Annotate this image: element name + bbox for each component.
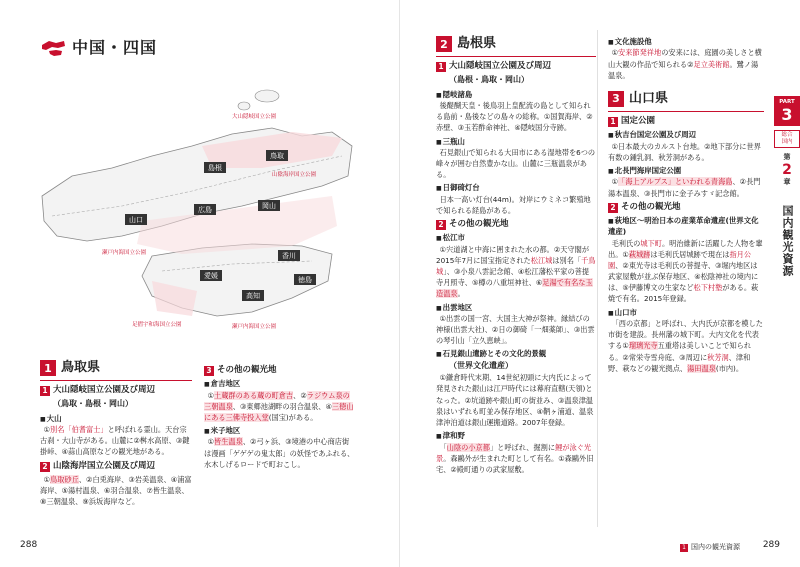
hagi-area: ■ 萩地区～明治日本の産業革命遺産(世界文化遺産) [608, 215, 764, 238]
tsuwano-area: ■ 津和野 [436, 430, 596, 441]
highlight: 安来節発祥地 [618, 48, 662, 58]
sanbe-text: 石見銀山で知られる大田市にある湿地帯を6つの峰々が囲む自然豊かな山。山麓に三瓶温泉がある。 [436, 147, 596, 180]
text-span: の安来には、庭園の美しさと横山大観の作品で知られる② [608, 48, 762, 69]
map-label-yamaguchi: 山口 [129, 216, 143, 224]
tottori-s2-title: 山陰海岸国立公園及び周辺 [53, 460, 156, 471]
yamaguchi-city-area: ■ 山口市 [608, 307, 764, 318]
highlight: 土蔵群のある蔵の町倉吉 [214, 390, 294, 400]
highlight: 足湯で有名な玉造温泉 [436, 278, 593, 299]
highlight: 萩城跡 [628, 249, 651, 259]
tottori-other-number: 3 [204, 366, 214, 376]
text-span: 。 [457, 289, 465, 299]
footer-section-tag [680, 542, 740, 553]
map-label-shimane: 島根 [208, 164, 222, 172]
text-span: は毛利氏居城跡で現在は [650, 249, 730, 259]
text-span: 。森鷗外が生まれた町として有名。①森鷗外旧宅、②殿町通りの武家屋敷。 [436, 453, 594, 474]
right-page-number: 289 [762, 540, 780, 551]
shimane-number: 2 [436, 36, 452, 52]
iwami-area: ■ 石見銀山遺跡とその文化的景観 [436, 348, 596, 359]
part-tab [774, 96, 800, 126]
highlight: 秋芳洞 [707, 352, 729, 362]
region-map-icon [40, 39, 66, 57]
map-label-hiroshima: 広島 [198, 206, 212, 214]
text-span: 五重塔は美しいことで知られる。②常栄寺雪舟庭、③周辺に [608, 341, 752, 362]
chapter-vertical-title: 国内観光資源 [781, 205, 794, 277]
highlight: 千鳥城 [436, 255, 596, 277]
map-label-park-daisen: 大山隠岐国立公園 [232, 114, 277, 120]
yamaguchi-number: 3 [608, 91, 624, 107]
text-span: ① [207, 437, 215, 447]
part-subtab-1: 総合 [781, 132, 793, 138]
text-span: 。鷺ノ湯温泉。 [608, 59, 759, 80]
right-column [608, 34, 764, 374]
akiyoshidai-area: ■ 秋吉台国定公園及び周辺 [608, 129, 764, 140]
shimane-section [436, 34, 596, 475]
part-number: 3 [781, 104, 793, 124]
map-label-park-ashizuri: 足摺宇和海国立公園 [132, 322, 182, 328]
part-label: PART [779, 99, 795, 105]
map-label-park-setonaikai-2: 瀬戸内海国立公園 [232, 324, 277, 330]
map-label-kochi: 高知 [246, 292, 260, 300]
kurayoshi-area: ■ 倉吉地区 [204, 378, 356, 389]
tottori-s1-text [40, 424, 192, 457]
hinomisaki-area: ■ 日御碕灯台 [436, 182, 596, 193]
text-span: 毛利氏の [611, 238, 641, 248]
text-span: ① [43, 425, 51, 435]
map-label-tokushima: 徳島 [298, 276, 312, 284]
iwami-area-sub: （世界文化遺産） [449, 360, 513, 370]
chapter-label [780, 152, 794, 188]
yamaguchi-s2-title: その他の観光地 [621, 201, 681, 212]
yamaguchi-heading [608, 89, 764, 112]
highlight: 足立美術館 [693, 59, 730, 69]
tottori-s1-number: 1 [40, 386, 50, 396]
shimane-s1-subtitle: （島根・鳥取・岡山） [449, 75, 529, 85]
tottori-section [40, 358, 192, 507]
matsue-area: ■ 松江市 [436, 232, 596, 243]
oki-text: 後醍醐天皇・後鳥羽上皇配流の島として知られる島前・島後などの島々の総称。①国賀海岸、②赤壁、③玉若酢命神社、④隠岐国分寺跡。 [436, 101, 593, 133]
region-title-text: 中国・四国 [72, 38, 158, 57]
text-span: 、②白兎海岸、③岩美温泉、④浦富海岸、⑤湯村温泉、⑥羽合温泉、⑦皆生温泉、⑧三朝温泉、⑨浜坂海岸など。 [40, 474, 192, 506]
tottori-s2-text [40, 474, 192, 507]
footer-tag-text: 国内の観光資源 [691, 543, 740, 552]
tottori-title: 鳥取県 [61, 360, 101, 375]
text-span: ①宍道湖と中海に囲まれた水の都。②天守閣が2015年7月に国宝指定された [436, 244, 590, 265]
shimane-s2-heading [436, 219, 596, 230]
map-label-park-sanin: 山陰海岸国立公園 [272, 172, 317, 178]
highlight: 瑠璃光寺 [628, 341, 658, 351]
right-page [400, 0, 800, 567]
highlight: 城下町 [640, 238, 662, 248]
text-span: 「西の京都」と呼ばれ、大内氏が京都を模した市街を建設。長州藩の城下町。大内文化を代表する① [608, 319, 763, 351]
tottori-s1-title: 大山隠岐国立公園及び周辺 [53, 385, 156, 396]
text-span: 、②東光寺は毛利氏の菩提寺、③堀内地区は武家屋敷が並ぶ保存地区、④松陰神社の境内には、⑤伊藤博文の生家など [608, 260, 759, 293]
shimane-title: 島根県 [457, 36, 497, 51]
culture-text [608, 47, 764, 80]
kurayoshi-text [204, 390, 356, 423]
hinomisaki-text: 日本一高い灯台(44m)。対岸にウミネコ繁殖地で知られる経島がある。 [436, 194, 591, 216]
map-label-ehime: 愛媛 [204, 272, 218, 280]
text-span: ① [611, 48, 619, 58]
part-subtab [774, 130, 800, 148]
tottori-number: 1 [40, 360, 56, 376]
tottori-s1-area: ■ 大山 [40, 413, 192, 424]
text-span: は別名「 [552, 255, 582, 265]
highlight: 「海上アルプス」といわれる青海島 [618, 177, 733, 187]
text-span: 、③東郷池湖畔の羽合温泉、④ [232, 401, 332, 411]
text-span: 」、③小泉八雲記念館、④松江藩松平家の菩提寺月照寺、⑤樽の八重垣神社、⑥ [436, 267, 590, 288]
map-label-tottori: 鳥取 [270, 152, 284, 160]
yamaguchi-s2-number: 2 [608, 203, 618, 213]
text-span: (市内)。 [715, 363, 744, 373]
hagi-text [608, 238, 764, 305]
text-span: ① [611, 177, 619, 187]
akiyoshidai-text: ①日本最大のカルスト台地。②地下部分に世界有数の鍾乳洞、秋芳洞がある。 [608, 141, 761, 162]
tottori-other-title: その他の観光地 [217, 365, 277, 375]
footer-tag-number: 1 [680, 544, 688, 552]
yamaguchi-s1-number: 1 [608, 117, 618, 127]
text-span: などの観光地がある。 [96, 447, 169, 457]
tottori-heading [40, 358, 192, 381]
highlight: 湯田温泉 [687, 363, 716, 373]
chugoku-shikoku-map [32, 76, 366, 338]
region-title [40, 36, 157, 61]
text-span: 、② [293, 390, 307, 400]
text-span: 、②弓ヶ浜、③境港の中心商店街は漫画「ゲゲゲの鬼太郎」の妖怪であふれる、水木しげるロードで町おこし。 [204, 437, 355, 469]
text-span: ① [43, 474, 51, 484]
highlight: 山陰の小京都 [446, 442, 490, 452]
text-span: と呼ばれる霊山。天台宗古刹・大山寺がある。山麓に②桝水高原、③鍵掛峠、④蒜山高原 [40, 425, 190, 457]
izumo-text: ①出雲の国一宮、大国主大神が祭神。縁結びの神様(出雲大社)、②日の御碕「一畑薬師」、③出雲の琴引山「立久恵峡」。 [436, 314, 595, 346]
highlight: 皆生温泉 [214, 437, 243, 447]
left-page-number: 288 [20, 540, 38, 551]
map-label-kagawa: 香川 [282, 252, 296, 260]
sanbe-area: ■ 三瓶山 [436, 136, 596, 147]
highlight: 松江城 [530, 255, 553, 265]
yonago-area: ■ 米子地区 [204, 425, 356, 436]
iwami-text: ①鎌倉時代末期、14世紀初頭に大内氏によって発見された銀山は江戸時代には幕府直轄(天領)となった。②坑道跡や銀山町の街並み、③温泉津温泉はいずれも町並み保存地区、④鞆ヶ浦道、温泉津沖泊道は銀山運搬道路。2007年登録。 [436, 373, 594, 427]
tottori-s1-heading [40, 385, 192, 396]
matsue-text [436, 244, 596, 300]
map-label-okayama: 岡山 [262, 202, 276, 210]
yamaguchi-s1-title: 国定公園 [621, 116, 656, 127]
tottori-s2-heading [40, 461, 192, 472]
oki-area: ■ 隠岐諸島 [436, 89, 596, 100]
highlight: 松下村塾 [693, 283, 723, 293]
tottori-other-section [204, 362, 356, 470]
tottori-s2-number: 2 [40, 462, 50, 472]
highlight: 三徳山にある三佛寺投入堂 [204, 401, 354, 422]
culture-area: ■ 文化施設他 [608, 36, 764, 47]
yamaguchi-s2-heading [608, 202, 764, 213]
text-span: 、津和野、萩などの観光拠点、 [608, 352, 751, 373]
highlight: 別名「伯耆富士」 [50, 425, 108, 435]
yamaguchi-title: 山口県 [629, 90, 669, 106]
text-span: がある。萩焼で有名。2015年登録。 [608, 283, 759, 304]
text-span: 」と呼ばれ、掘割に [489, 442, 556, 452]
chapter-post: 章 [783, 177, 791, 186]
column-divider [597, 30, 598, 527]
kitanagato-area: ■ 北長門海岸国定公園 [608, 165, 764, 176]
highlight: 指月公園 [608, 249, 752, 270]
yonago-text [204, 436, 356, 469]
shimane-s1-title: 大山隠岐国立公園及び周辺 [449, 61, 552, 72]
tsuwano-text [436, 442, 596, 475]
highlight: ラジウム泉の三朝温泉 [204, 390, 350, 411]
tottori-s1-subtitle: （鳥取・島根・岡山） [53, 399, 133, 409]
highlight: 鳥取砂丘 [50, 474, 79, 484]
text-span: 、②長門湯本温泉、③長門市に金子みすゞ記念館。 [608, 177, 761, 198]
shimane-heading [436, 34, 596, 57]
izumo-area: ■ 出雲地区 [436, 302, 596, 313]
kitanagato-text [608, 176, 764, 198]
text-span: ① [207, 390, 215, 400]
shimane-s2-number: 2 [436, 220, 446, 230]
shimane-s2-title: その他の観光地 [449, 219, 509, 230]
highlight: 鯉が泳ぐ光景 [436, 442, 592, 463]
shimane-s1-heading [436, 61, 596, 72]
text-span: 「 [439, 442, 447, 452]
text-span: 。明治維新に活躍した人物を輩出。① [608, 238, 763, 259]
shimane-s1-number: 1 [436, 62, 446, 72]
tottori-other-heading [204, 365, 356, 376]
yamaguchi-s1-heading [608, 116, 764, 127]
part-subtab-2: 国内 [781, 139, 793, 146]
map-label-park-setonaikai: 瀬戸内海国立公園 [102, 250, 147, 256]
chapter-pre: 第 [783, 153, 791, 161]
yamaguchi-city-text [608, 318, 764, 374]
text-span: (国宝)がある。 [268, 412, 318, 422]
chapter-number: 2 [782, 161, 792, 178]
